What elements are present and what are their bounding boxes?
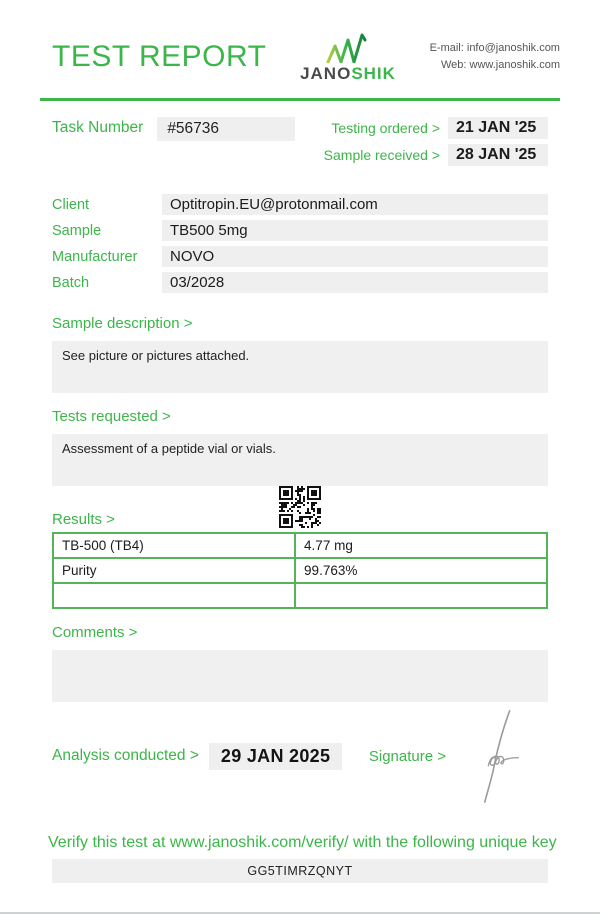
- logo-wordmark: [300, 65, 396, 82]
- sample-received-row: [324, 144, 548, 166]
- page-bottom-edge: [0, 912, 600, 914]
- page-title: TEST REPORT: [52, 40, 267, 73]
- field-row-manufacturer: [52, 246, 548, 267]
- task-number-value: #56736: [157, 117, 295, 141]
- sample-description-box: See picture or pictures attached.: [52, 341, 548, 393]
- sample-description-heading: Sample description >: [52, 315, 193, 332]
- unique-key: GG5TIMRZQNYT: [52, 859, 548, 883]
- signature-group: [369, 704, 522, 808]
- result-value: 99.763%: [295, 558, 547, 583]
- report-header: [52, 24, 560, 90]
- signature-scribble: [460, 704, 522, 808]
- email-label: E-mail:: [429, 41, 464, 54]
- result-name: [53, 583, 295, 608]
- meta-fields: [52, 194, 548, 293]
- signature-label: Signature >: [368, 747, 446, 765]
- email-value: info@janoshik.com: [466, 41, 560, 54]
- manufacturer-value: NOVO: [162, 246, 548, 267]
- analysis-conducted-label: Analysis conducted >: [52, 747, 199, 764]
- result-value: 4.77 mg: [295, 533, 547, 558]
- analysis-signature-section: [52, 702, 548, 810]
- logo-text-shik: SHIK: [351, 63, 396, 83]
- analysis-conducted-value: 29 JAN 2025: [209, 743, 342, 770]
- comments-box: [52, 650, 548, 702]
- batch-label: Batch: [52, 274, 90, 291]
- manufacturer-label: Manufacturer: [52, 248, 138, 265]
- testing-ordered-row: [324, 117, 548, 139]
- result-value: [295, 583, 547, 608]
- field-row-sample: [52, 220, 548, 241]
- sample-received-label: Sample received >: [323, 147, 440, 163]
- dates-group: [324, 117, 548, 166]
- growth-chart-icon: [325, 33, 371, 63]
- contact-web-line: [430, 57, 560, 74]
- table-row: [53, 533, 547, 558]
- comments-heading: Comments >: [52, 624, 138, 641]
- testing-ordered-value: 21 JAN '25: [448, 117, 548, 139]
- sample-received-value: 28 JAN '25: [448, 144, 548, 166]
- results-header: [52, 488, 548, 528]
- analysis-conducted-group: [52, 743, 342, 770]
- web-value: www.janoshik.com: [469, 59, 560, 71]
- field-row-client: [52, 194, 548, 215]
- verify-text: Verify this test at www.janoshik.com/verify/ with the following unique key: [48, 834, 557, 851]
- logo-text-jano: JANO: [300, 63, 352, 83]
- sample-label: Sample: [52, 222, 102, 239]
- header-divider: [40, 98, 560, 101]
- task-section: [52, 117, 548, 166]
- contact-email-line: [430, 40, 560, 57]
- tests-requested-box: Assessment of a peptide vial or vials.: [52, 434, 548, 486]
- results-table: [52, 532, 548, 609]
- batch-value: 03/2028: [162, 272, 548, 293]
- task-number-group: [52, 117, 295, 166]
- testing-ordered-label: Testing ordered >: [331, 120, 440, 136]
- janoshik-logo: [300, 33, 396, 82]
- contact-info: [430, 40, 560, 74]
- results-heading: Results >: [52, 511, 115, 528]
- client-value: Optitropin.EU@protonmail.com: [162, 194, 548, 215]
- result-name: TB-500 (TB4): [53, 533, 295, 558]
- sample-value: TB500 5mg: [162, 220, 548, 241]
- client-label: Client: [52, 196, 90, 213]
- task-number-label: Task Number: [52, 119, 144, 136]
- web-label: Web:: [440, 59, 467, 71]
- qr-code: [279, 486, 321, 528]
- table-row: [53, 558, 547, 583]
- table-row: [53, 583, 547, 608]
- tests-requested-heading: Tests requested >: [52, 408, 171, 425]
- result-name: Purity: [53, 558, 295, 583]
- field-row-batch: [52, 272, 548, 293]
